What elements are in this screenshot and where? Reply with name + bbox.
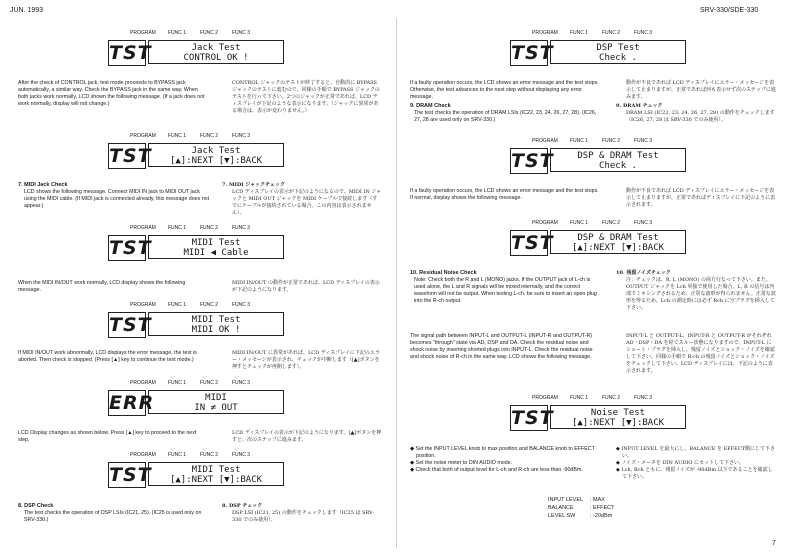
func1-label: FUNC 1 — [570, 395, 589, 401]
program-label: PROGRAM — [532, 30, 558, 36]
func1-label: FUNC 1 — [570, 30, 589, 36]
section-9-text-jp: DRAM LSI (IC22, 23, 24, 26, 27, 28) の動作をチェックします（IC26, 27, 28 は SRV-330 でのみ使用）。 — [626, 110, 775, 123]
program-display: TST — [109, 145, 152, 167]
page-number: 7 — [772, 540, 776, 547]
section-10-title-en: 10. Residual Noise Check — [410, 270, 477, 276]
midi-ok-text-jp: MIDI IN/OUT の動作が正常であれば、LCD ディスプレイの表示が下記のようになります。 — [232, 280, 380, 293]
program-display: ERR — [109, 392, 155, 414]
lcd-screen: MIDI Test [▲]:NEXT [▼]:BACK — [148, 462, 284, 486]
program-display: TST — [511, 407, 554, 429]
section-8-title-jp: 8. DSP チェック — [222, 503, 263, 509]
page-divider — [396, 18, 397, 548]
func2-label: FUNC 2 — [602, 395, 621, 401]
section-9-title-jp: 9. DRAM チェック — [616, 103, 663, 109]
func3-label: FUNC 3 — [634, 395, 653, 401]
signal-path-text-en: The signal path between INPUT-L and OUTPUT-L (INPUT-R and OUTPUT-R) becomes "through" state via AD, DSP and DA. Check the residual noise and shock noise by inserting shorted plugs into INPUT-L. Check the residual noise and shock noise of R-ch in the same way. LCD shows the following message. — [410, 333, 593, 360]
func1-label: FUNC 1 — [570, 138, 589, 144]
setting-value: : -20dBm — [590, 513, 613, 519]
dram-result-text-en: If a faulty operation occurs, the LCD shows an error message and the test stops. If normal, display shows the following message. — [410, 188, 599, 201]
program-label: PROGRAM — [130, 133, 156, 139]
program-display: TST — [109, 314, 152, 336]
func3-label: FUNC 3 — [634, 138, 653, 144]
lcd-midi-error — [108, 380, 286, 416]
program-display: TST — [109, 42, 152, 64]
func1-label: FUNC 1 — [168, 30, 187, 36]
lcd-dsp-check — [510, 30, 688, 66]
func1-label: FUNC 1 — [168, 225, 187, 231]
program-label: PROGRAM — [130, 302, 156, 308]
func3-label: FUNC 3 — [232, 133, 251, 139]
func1-label: FUNC 1 — [168, 133, 187, 139]
program-label: PROGRAM — [532, 220, 558, 226]
program-display: TST — [511, 42, 554, 64]
program-label: PROGRAM — [130, 452, 156, 458]
func3-label: FUNC 3 — [232, 380, 251, 386]
lcd-dsp-dram-next-back — [510, 220, 688, 256]
section-7-text-en: LCD shows the following message. Connect MIDI IN jack to MIDI OUT jack using the MIDI cable. (If MIDI jack is connected already, this message does not appear.) — [24, 189, 210, 209]
midi-ok-text-en: When the MIDI IN/OUT work normally, LCD display shows the following message. — [18, 280, 186, 293]
section-10-note-jp: 注：チェックは、R, L (MONO) の両方行なって下さい。また、OUTPUT ジャックを Lch 単独で使用した場合、L, R の信号は内部でミキシングされるため、正常な波形が得られません。正常な波形を得るため、Lch の測定時には必ず Rch に空プラグを挿入して下さい。 — [626, 277, 776, 311]
setting-value: : MAX — [590, 497, 605, 503]
midi-error-text-jp: MIDI IN/OUT に異常があれば、LCD ディスプレイに下記のエラー・メッセージが表示され、チェックが中断します（[▲]ボタンを押すとチェックが再開します）。 — [232, 350, 380, 370]
dsp-result-text-en: If a faulty operation occurs, the LCD shows an error message and the test stops. Otherwise, the test advances to the next step without displaying any error message. — [410, 80, 599, 100]
func2-label: FUNC 2 — [200, 302, 219, 308]
lcd-screen: DSP & DRAM Test [▲]:NEXT [▼]:BACK — [550, 230, 686, 254]
header-model: SRV-330/SDE-330 — [700, 7, 759, 14]
section-8-text-jp: DSP LSI (IC21, 25) の動作をチェックします（IC25 は SRV-330 でのみ使用）。 — [232, 510, 374, 523]
program-label: PROGRAM — [532, 138, 558, 144]
dsp-result-text-jp: 動作が不良であれば LCD ディスプレイにエラー・メッセージを表示して止まりますが、正常であれば何も表示せず次のステップに進みます。 — [626, 80, 776, 100]
lcd-screen: Jack Test [▲]:NEXT [▼]:BACK — [148, 143, 284, 167]
program-display: TST — [511, 150, 554, 172]
section-8-text-en: The test checks the operation of DSP LSIs (IC21, 25). (IC25 is used only on SRV-330.) — [24, 510, 202, 523]
midi-next-text-jp: LCD ディスプレイの表示が下記のようになります。[▲]ボタンを押すと、次のステップに進みます。 — [232, 430, 382, 443]
func1-label: FUNC 1 — [168, 452, 187, 458]
signal-path-text-jp: INPUT-L と OUTPUT-L、INPUT-R と OUTPUT-R がそれぞれ AD・DSP・DA を経てスルー状態になりますので、INPUT-L にショート・プラグを挿入し、残留ノイズとショック・ノイズを確認して下さい。同様の手順で R-ch の残留ノイズとショック・ノイズをチェックして下さい。LCD ディスプレイには、下記のように表示されます。 — [626, 333, 775, 374]
setting-label: INPUT LEVEL — [548, 497, 584, 503]
func2-label: FUNC 2 — [200, 30, 219, 36]
lcd-dsp-dram-check — [510, 138, 688, 174]
func3-label: FUNC 3 — [634, 220, 653, 226]
lcd-screen: Noise Test [▲]:NEXT [▼]:BACK — [550, 405, 686, 429]
program-display: TST — [511, 232, 554, 254]
func2-label: FUNC 2 — [200, 225, 219, 231]
dram-result-text-jp: 動作が不良であれば LCD ディスプレイにエラー・メッセージを表示して止まりますが、正常であればディスプレイに下記のように表示されます。 — [626, 188, 776, 208]
func3-label: FUNC 3 — [232, 302, 251, 308]
lcd-jack-next-back — [108, 133, 286, 169]
program-label: PROGRAM — [130, 380, 156, 386]
midi-error-text-en: If MIDI IN/OUT work abnormally, LCD displays the error message, the test is aborted. Then check is stopped. (Press [▲] key to continue the test mode.) — [18, 350, 197, 363]
noise-bullets-en — [410, 446, 600, 474]
func1-label: FUNC 1 — [168, 302, 187, 308]
jack-bypass-text-jp: CONTROL ジャックのテストが終了すると、自動的に BYPASS ジャックのテストに進むので、同様の手順で BYPASS ジャックのテストを行って下さい。2つのジャックが正常であれば、LCD ディスプレイが下記のような表示になります。（ジャックに異常がある場合は、表示が変わりません。） — [232, 80, 380, 114]
section-7-title-jp: 7. MIDI ジャックチェック — [222, 182, 286, 188]
section-9-text-en: The test checks the operation of DRAM LSIs (IC22, 23, 24, 26, 27, 28). (IC26, 27, 28 are used only on SRV-330.) — [414, 110, 597, 123]
program-display: TST — [109, 464, 152, 486]
program-display: TST — [109, 237, 152, 259]
lcd-screen: MIDI IN ≠ OUT — [148, 390, 284, 414]
section-8-title-en: 8. DSP Check — [18, 503, 54, 509]
midi-next-text-en: LCD Display changes as shown below. Press [▲] key to proceed to the next step. — [18, 430, 197, 443]
bullet-item: ◆ Check that both of output level for L-ch and R-ch are less than -90dBm. — [410, 467, 583, 473]
program-label: PROGRAM — [532, 395, 558, 401]
setting-value: : EFFECT — [590, 505, 615, 511]
lcd-screen: MIDI Test MIDI OK ! — [148, 312, 284, 336]
lcd-screen: Jack Test CONTROL OK ! — [148, 40, 284, 64]
section-10-title-jp: 10. 残留ノイズチェック — [616, 270, 671, 276]
lcd-screen: DSP Test Check . — [550, 40, 686, 64]
setting-label: BALANCE — [548, 505, 574, 511]
section-9-title-en: 9. DRAM Check — [410, 103, 451, 109]
func2-label: FUNC 2 — [602, 30, 621, 36]
func3-label: FUNC 3 — [232, 452, 251, 458]
section-10-note-en: Note: Check both the R and L (MONO) jacks. If the OUTPUT jack of L-ch is used alone, the L and R signals will be mixed internally, and the correct waveform will not be output. When testing L-ch, be sure to insert an open plug into the R-ch output. — [414, 277, 597, 304]
lcd-midi-cable — [108, 225, 286, 261]
lcd-jack-control-ok — [108, 30, 286, 66]
lcd-screen: MIDI Test MIDI ◀ Cable — [148, 235, 284, 259]
noise-bullets-jp — [616, 446, 776, 481]
bullet-item: ◆ Lch, Rch ともに、残留ノイズが -90dBm 以下であることを確認して下さい。 — [616, 467, 773, 480]
lcd-midi-ok — [108, 302, 286, 338]
func2-label: FUNC 2 — [200, 133, 219, 139]
bullet-item: ◆ Set the noise meter to DIN AUDIO mode. — [410, 460, 513, 466]
lcd-noise-next-back — [510, 395, 688, 431]
program-label: PROGRAM — [130, 225, 156, 231]
func1-label: FUNC 1 — [570, 220, 589, 226]
setting-label: LEVEL SW — [548, 513, 576, 519]
lcd-midi-next-back — [108, 452, 286, 488]
section-7-title-en: 7. MIDI Jack Check — [18, 182, 68, 188]
bullet-item: ◆ Set the INPUT LEVEL knob to max position and BALANCE knob to EFFECT position. — [410, 446, 595, 459]
func1-label: FUNC 1 — [168, 380, 187, 386]
func3-label: FUNC 3 — [634, 30, 653, 36]
func2-label: FUNC 2 — [602, 138, 621, 144]
program-label: PROGRAM — [130, 30, 156, 36]
jack-bypass-text-en: After the check of CONTROL jack, test mode proceeds to BYPASS jack automatically, a similar way. Check the BYPASS jack in the same way. When both jacks work normally, LCD shown the following message. (If a jack does not work normally, display will not change.) — [18, 80, 205, 107]
section-7-text-jp: LCD ディスプレイの表示が下記のようになるので、MIDI IN ジャックと MIDI OUT ジャックを MIDI ケーブルで接続します（すでにケーブルが接続されている場合、この内容は表示されません）。 — [232, 189, 382, 216]
func3-label: FUNC 3 — [232, 30, 251, 36]
func2-label: FUNC 2 — [200, 452, 219, 458]
func2-label: FUNC 2 — [200, 380, 219, 386]
header-date: JUN. 1993 — [10, 7, 44, 14]
bullet-item: ◆ INPUT LEVEL を最大にし、BALANCE を EFFECT側にして下さい。 — [616, 446, 775, 459]
func3-label: FUNC 3 — [232, 225, 251, 231]
bullet-item: ◆ ノイズ・メータを DIN AUDIO にセットして下さい。 — [616, 460, 744, 466]
lcd-screen: DSP & DRAM Test Check . — [550, 148, 686, 172]
func2-label: FUNC 2 — [602, 220, 621, 226]
